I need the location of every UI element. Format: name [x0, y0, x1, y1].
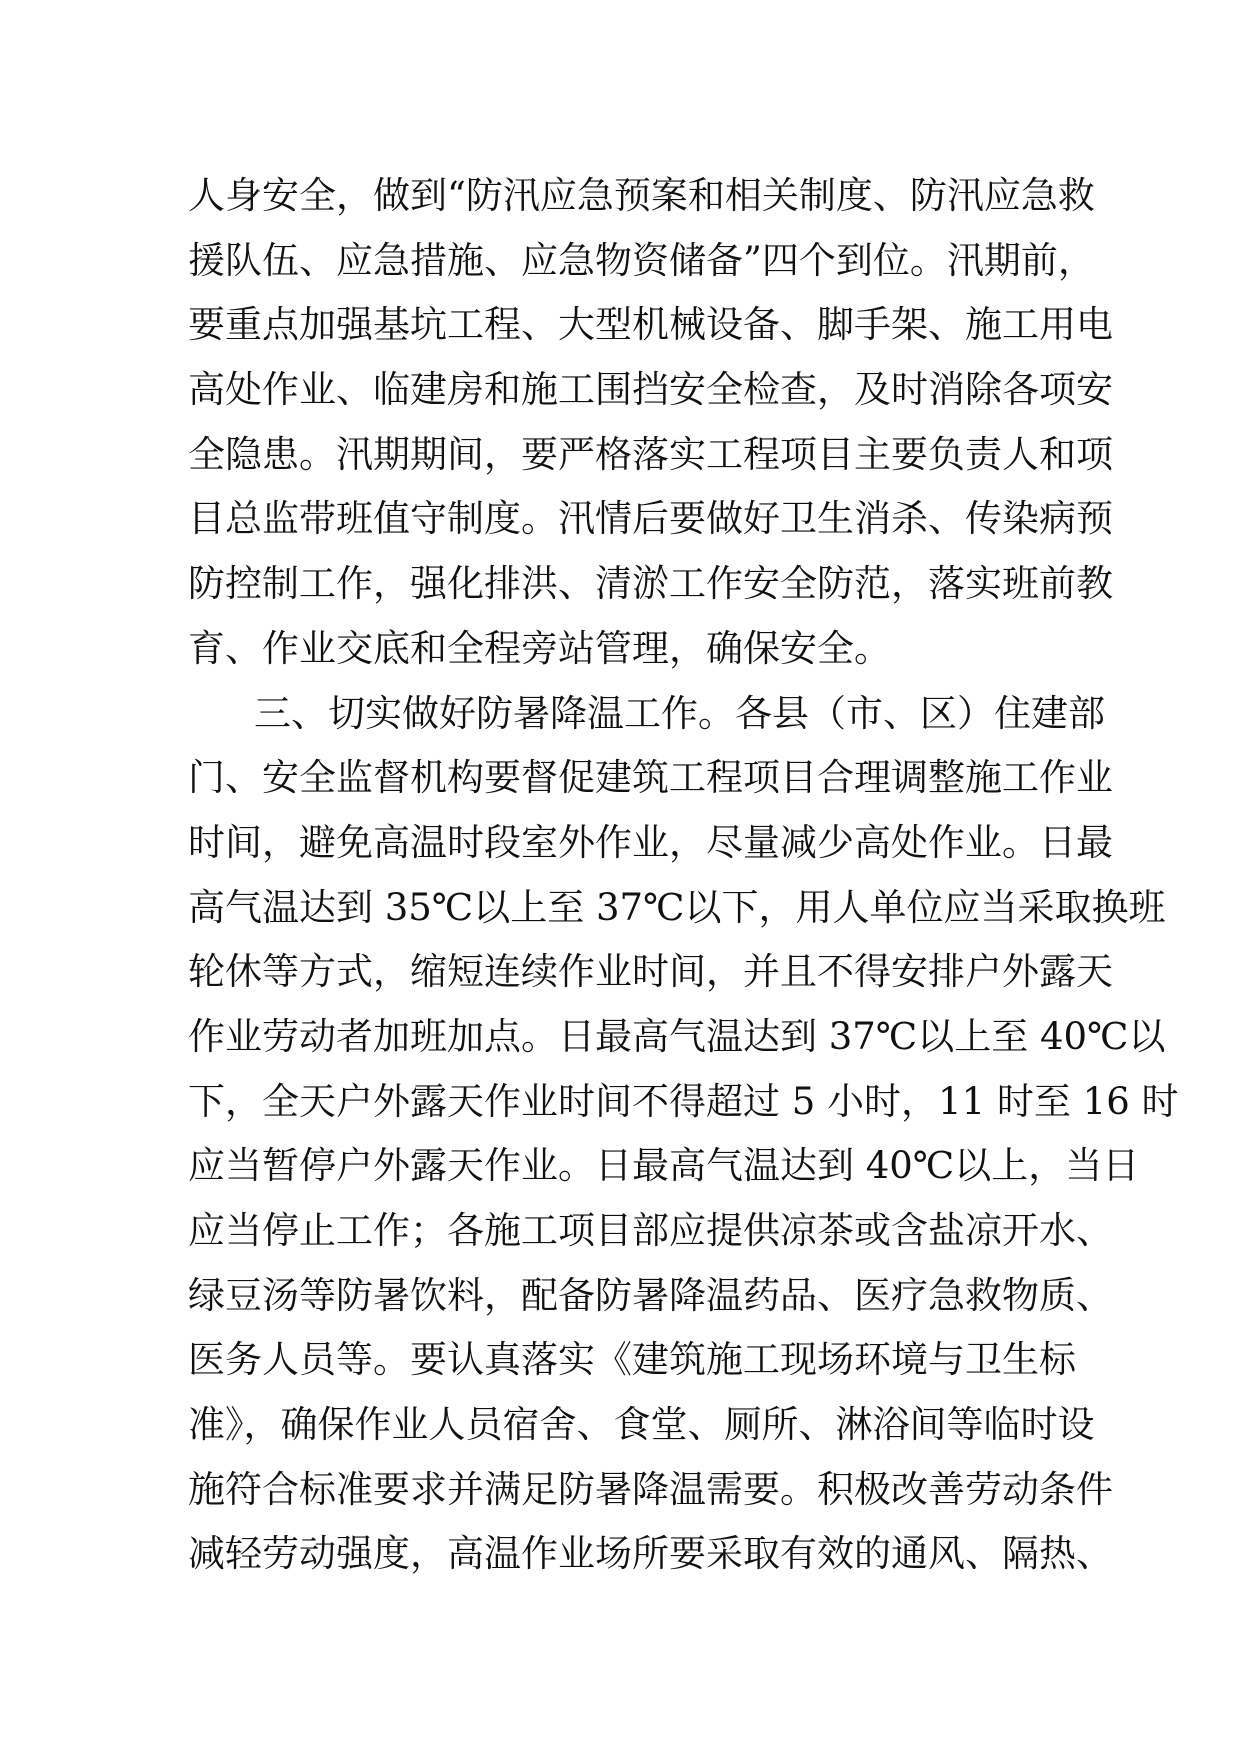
text-line-3: 要重点加强基坑工程、大型机械设备、脚手架、施工用电	[188, 303, 1113, 347]
text-line-12: 高气温达到 35℃以上至 37℃以下，用人单位应当采取换班	[188, 885, 1166, 929]
text-line-20: 准》，确保作业人员宿舍、食堂、厕所、淋浴间等临时设	[188, 1403, 1095, 1447]
text-line-16: 应当暂停户外露天作业。日最高气温达到 40℃以上，当日	[188, 1144, 1140, 1188]
text-line-7: 防控制工作，强化排洪、清淤工作安全防范，落实班前教	[188, 562, 1113, 606]
text-line-21: 施符合标准要求并满足防暑降温需要。积极改善劳动条件	[188, 1467, 1113, 1511]
text-line-6: 目总监带班值守制度。汛情后要做好卫生消杀、传染病预	[188, 497, 1113, 541]
text-line-8: 育、作业交底和全程旁站管理，确保安全。	[188, 626, 891, 670]
text-line-17: 应当停止工作；各施工项目部应提供凉茶或含盐凉开水、	[188, 1209, 1113, 1252]
text-line-5: 全隐患。汛期期间，要严格落实工程项目主要负责人和项	[188, 432, 1113, 476]
text-line-14: 作业劳动者加班加点。日最高气温达到 37℃以上至 40℃以	[188, 1014, 1166, 1058]
section-heading-line: 三、切实做好防暑降温工作。各县（市、区）住建部	[254, 691, 1105, 735]
text-line-1: 人身安全，做到“防汛应急预案和相关制度、防汛应急救	[188, 174, 1095, 217]
text-line-4: 高处作业、临建房和施工围挡安全检查，及时消除各项安	[188, 368, 1113, 412]
text-line-11: 时间，避免高温时段室外作业，尽量减少高处作业。日最	[188, 820, 1113, 864]
text-line-15: 下，全天户外露天作业时间不得超过 5 小时，11 时至 16 时	[188, 1079, 1179, 1123]
text-line-2: 援队伍、应急措施、应急物资储备”四个到位。汛期前，	[188, 238, 1095, 282]
body-text	[188, 164, 1179, 1587]
text-line-19: 医务人员等。要认真落实《建筑施工现场环境与卫生标	[188, 1338, 1076, 1382]
text-line-10: 门、安全监督机构要督促建筑工程项目合理调整施工作业	[188, 756, 1113, 800]
text-line-18: 绿豆汤等防暑饮料，配备防暑降温药品、医疗急救物质、	[188, 1273, 1113, 1317]
text-line-22: 减轻劳动强度，高温作业场所要采取有效的通风、隔热、	[188, 1532, 1113, 1576]
text-line-13: 轮休等方式，缩短连续作业时间，并且不得安排户外露天	[188, 950, 1113, 994]
